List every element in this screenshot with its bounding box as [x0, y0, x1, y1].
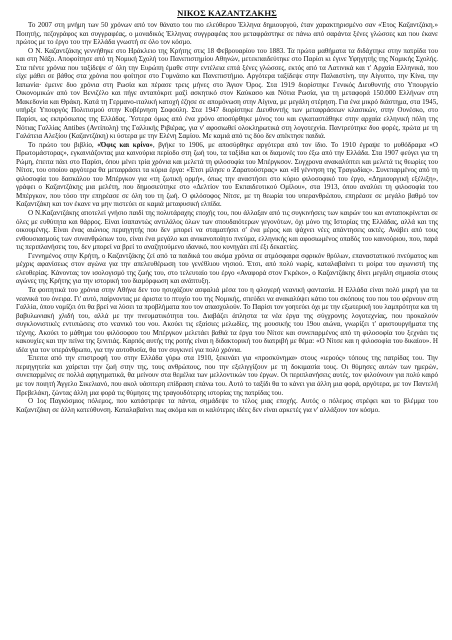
document-body — [16, 21, 438, 414]
paragraph-crete: Γεννημένος στην Κρήτη, ο Καζαντζάκης ζεί από τα παιδικά του ακόμα χρόνια σε ατμόσφαιρα σφρικόν θρύλων, επαναστατικού πνεύματος και μέχρις αφανίσεως στον αγώνα για την απελευθέρωση του γενέθλιου νησιού. Έτσι, από πολύ νωρίς, καταλαβαίνει τι μοίρα του αγωνιστή της ελευθερίας. Κάνοντας τον ισολογισμό της ζωής του, στο τελευταίο του έργο «Αναφορά στον Γκρέκο», ο Καζαντζάκης δίνει μεγάλη σημασία στους αγώνες της Κρήτης για την ιστορική του διαμόρφωση και ανάπτυξη. — [16, 251, 438, 286]
paragraph-first-book-text: , βγήκε το 1906, με αποσύρθηκε αργότερα από τον ίδιο. Το 1910 έγραψε το μυθόδραμα «Ο Πρωτομάστορας», εγκαινιάζοντας μια καινούρια περίοδο στη ζωή του, τα ταξίδια και οι διαμονές του έξω από την Ελλάδα. Στα 1907 φεύγει για τη Ρώμη, έπειτα πάει στο Παρίσι, όπου μένει τρία χρόνια και μελετά τη φιλοσοφία του Μπέργκσον. Συγχρονα ανακαλύπτει και μελετά τις θεωρίες του Νίτσε, του οποίου αργότερα θα μεταφράσει τα κύρια έργα: «Έτσι μίλησε ο Ζαρατούστρας» και «Η γέννηση της Τραγωδίας». Συνεπαρμένος από τη φιλοσοφία του δασκάλου του Μπέργκον για «τη ζωτική ορμή», όπως την αναστήσει στο κύριο φιλοσοφικό του έργο, «Δημιουργική εξέλιξη», γράφει ο Καζαντζάκης μια μελέτη, που δημοσιεύτηκε στο «Δελτίον του Εκπαιδευτικού Ομίλου», στα 1913, όπου αναλύει τη φιλοσοφία του Μπέργκον, που τόσο την επηρέασε σε όλη του τη ζωή. Ο φιλόσοφος Νίτσε, με τη θεωρία του υπερανθρώπου, επηρέασε σε μεγάλο βαθμό τον Καζαντζάκη και τον έκανε να μην πιστεύει σε καμιά μεταφυσική ελπίδα. — [16, 140, 438, 209]
paragraph-student-years: Τα φοιτητικά του χρόνια στην Αθήνα δεν του ησυχάζουν ασφαλιά μέσα του η φλογερή νεανική φαντασία. Η Ελλάδα είναι πολύ μικρή για τα νεανικά του όνειρα. Γι' αυτό, παίρνοντας με άριστα το πτυχίο του της Νομικής, σπεύδει να ανακαλύψει κάτιο του σκόπους του που του φέρνουν στη Γαλλία, όπου νομίζει ότι θα βρεί να λύσει τα προβλήματα που τον απασχολούν. Το Παρίσι τον γοητεύει όχι με την εξωτερική του λαμπρότητα και τη βαβυλωνιακή χλιδή του, αλλά με την πνευματικότητα του. Διαβάζει άπληστα τα νέα έργα της σύγχρονης λογοτεχνίας, που προκαλούν συγκλονιστικές εντυπώσεις στο νεανικό του νου. Ακούει τις εξαίσιες μελωδίες, της μουσικής του 19ου αιώνα, γνωρίζει τ' αριστουργήματα της τέχνης. Ακούει το μάθημα του φιλόσοφου του Μπέργκον μελετάει βαθιά τα έργα του Νίτσε και συνεπαρμένος από τη φιλοσοφία του ξεχνάει τις κακουχίες και την πείνα της ξενιτιάς. Καρπός αυτής της ροπής είναι η διδακτορική του διατριβή με θέμα: «Ο Νίτσε και η φιλοσοφία του δικαίου». Η ιδέα για τον υπεράνθρωπο, για την αυτοθυσία, θα τον συγκινεί για πολύ χρόνια. — [16, 285, 438, 354]
paragraph-biography: Ο Ν. Καζαντζάκης γεννήθηκε στο Ηράκλειο της Κρήτης στις 18 Φεβρουαρίου του 1883. Τα πρώτα μαθήματα τα διδάχτηκε στην πατρίδα του και στη Νάξο. Αποφοίτησε από τη Νομική Σχολή του Πανεπιστημίου Αθηνών, μετεκπαιδεύτηκε στο Παρίσι κι έγινε Υφηγητής της Νομικής Σχολής. Στα πέντε χρόνια που ταξίδεψε σ' όλη την Ευρώπη έμαθε στην εντέλεια επτά ξένες γλώσσες, εκτός από τα Λατινικά και τ' Αρχαία Ελληνικά, που είχε μάθει σε βάθος στα χρόνια που φοίτησε στο Γυμνάσιο και Πανεπιστήμιο. Αργότερα ταξίδεψε στην Παλαιστίνη, την Αίγυπτο, την Κίνα, την Ιαπωνία· έμεινε δυο χρόνια στη Ρωσία και πέρασε τρεις μήνες στο Άγιον Όρος. Στα 1919 διορίστηκε Γενικός Διευθυντής στο Υπουργείο Οικονομικών από τον Βενιζέλο και πήγε ανταπόκριτ μαζί ασκητικό στον Καύκασο και Νότια Ρωσία, για τη μεταφορά 150.000 Ελλήνων στη Μακεδονία και Θράκη. Κατά τη Γερμανο-ιταλική κατοχή έζησε σε απομόνωση στην Αίγινα, με μεγάλη στέρηση. Για ένα μικρό διάστημα, στα 1945, υπήρξε Υπουργός Πολιτισμού στην Κυβέρνηση Σοφούλη. Στα 1947 διορίστηκε Διευθυντής των μεταφράσεων κλασικών, στην Ουνέσκο, στο Παρίσι, ως εκπρόσωπος της Ελλάδας. Ύστερα όμως από ένα χρόνο αποσύρθηκε μόνος του και εγκαταστάθηκε στην αρχαία ελληνική πόλη της Νότιας Γαλλίας Antibes (Αντίπολη) της Γαλλικής Ριβιέρας, για ν' αφοσιωθεί ολοκληρωτικά στη λογοτεχνία. Παντρεύτηκε δυο φορές, πρώτα με τη Γαλάτεια Αλεξίου (Καζαντζάκη) κι ύστερα με την Ελένη Σαμίου. Με καμιά από τις δύο δεν απέκτησε παιδιά. — [16, 46, 438, 141]
document-title: ΝΙΚΟΣ ΚΑΖΑΝΤΖΑΚΗΣ — [177, 8, 277, 18]
paragraph-return: Έπειτα από την επιστροφή του στην Ελλάδα γύρω στα 1910, ξεκινάει για «προσκύνημα» στους «ιερούς» τόπους της πατρίδας του. Την περιηγητεία και χαίρεται την ζωή στην της, τους ανθρώπους, που την εξελιγγίζουν με τη δοκιμασία τους. Οι θύμησες αυτών των ημερών, συνεπαρμένες σε πολλά αφηγηματικά, θα μείνουν στα θεμέλια των μελλοντικών του έργων. Οι περιπλανήσεις αυτές, τον φιλούνουν για πολύ καιρό με τον ποιητή Άγγελο Σικελιανό, που ακολ υάσιτερη επίδραση επάνω του. Αυτό το ταξίδι θα το κάνει για άλλη μια φορά, αργότερα, με τον Παντελή Πρεβελάκη, ζώντας άλλη μια φορά τις θύμησες της τραγουδότερης ιστορίας της πατρίδας του. — [16, 354, 438, 397]
paragraph-era: Ο Ν.Καζαντζάκης αποτελεί γνήσιο παιδί της πολυτάραχης εποχής του, που άλλαξαν από τις συγκινήσεις των καιρών του και ανταποκρίνεται σε όλες με ευθύτητα και θάρρος. Είναι ίσαπαντώς αντιλάλος όλων των σπουδαιότερων γεγονότων, όχι μόνο της Ιστορίας της Ελλάδας, αλλά και της οικουμένης. Είναι ένας αιώνιος περιηγητής που δεν μπορεί να σταματήσει σ' ένα μέρος και ψάχνει νέες απάντησεις ακτές. Ανάβει από τους ενθουσιασμούς των συνανθρώπων του, είναι ένα μεγάλο και ανικανοποίητο πνεύμα, ελληνικής και αφοσιωμένος οπαδός του καινούριου, που, παρά τις περιπλανήσεις του, δεν μπορεί να βρεί το αναζητούμενο ιδανικό, που κυνηγάει επί έξι δεκαετίες. — [16, 209, 438, 252]
first-book-title: «Όφις και κρίνο» — [97, 140, 153, 149]
paragraph-intro: Το 2007 στη μνήμη των 50 χρόνων από τον θάνατο του πιο ελεύθερου Έλληνα δημιουργού, έταν χαρακτηρισμένο σαν «Έτος Καζαντζάκη.» Ποιητής, πεζογράφος και συγγραφέας, ο μοναδικός Έλληνας συγγραφέας που μεταφράστηκε σε πάνω από σαράντα ξένες γλώσσες και που έκανε πρώτος με το έργο του την Ελλάδα γνωστή σε όλο τον κόσμο. — [16, 21, 438, 47]
paragraph-first-book-lead: Το πρώτο του βιβλίο, — [28, 140, 98, 149]
paragraph-ww1: Ο 1ος Παγκόσμιος πόλεμος, που κατάστρεψε τα πάντα, σημάδεψε το τέλος μιας εποχής. Αυτός ο πόλεμος στρέφει και το βλέμμα του Καζαντζάκη σε άλλη κατεύθυνση. Καταλαβαίνει πως ακόμα και οι καλύτερες ιδέες δεν είναι αρκετές για ν' αλλάξουν τον κόσμο. — [16, 397, 438, 414]
paragraph-first-book — [16, 141, 438, 209]
